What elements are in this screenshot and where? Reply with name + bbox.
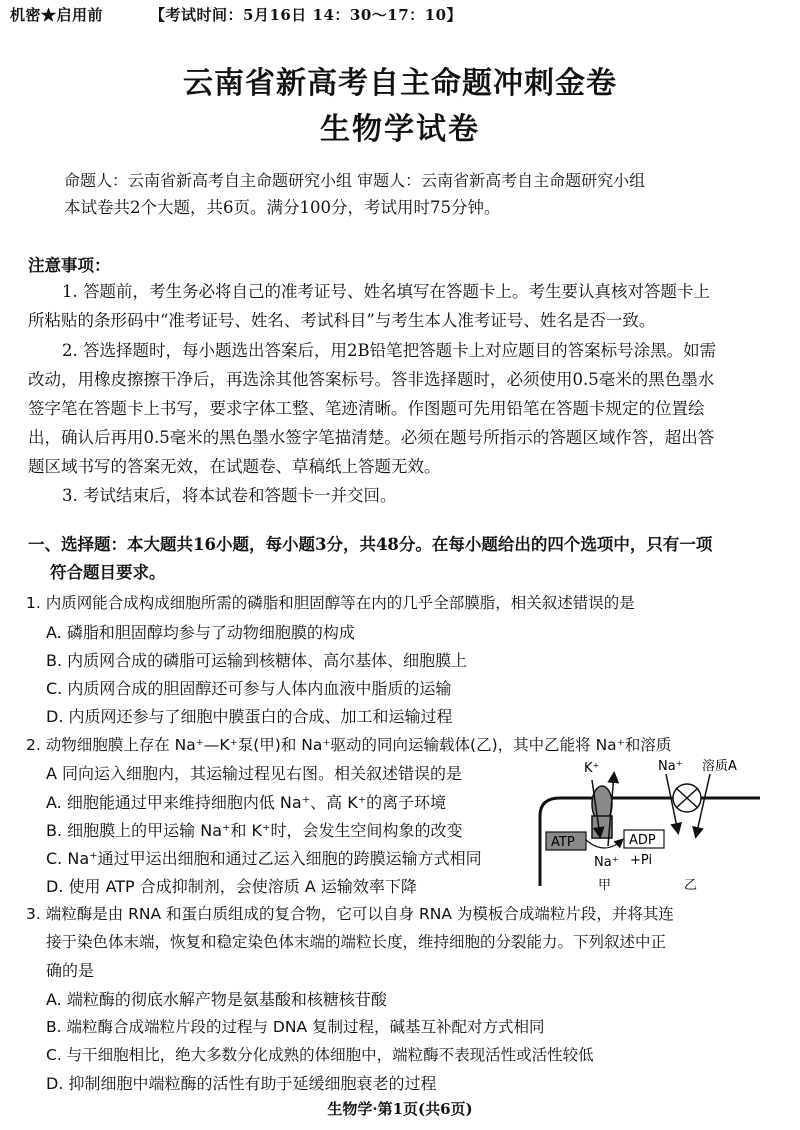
section-heading-cont: 符合题目要求。 [50,563,166,582]
notice-line: 改动，用橡皮擦擦干净后，再选涂其他答案标号。答非选择题时，必须使用0.5毫米的黑色墨水 [28,370,715,389]
notice-heading: 注意事项： [28,256,111,275]
question-3-stem: 3. 端粒酶是由 RNA 和蛋白质组成的复合物，它可以自身 RNA 为模板合成端粒片段，并将其连 [26,905,674,923]
solute-label: 溶质A [702,759,737,774]
question-2-option-a: A. 细胞能通过甲来维持细胞内低 Na⁺、高 K⁺的离子环境 [46,793,447,812]
question-1-option-d: D. 内质网还参与了细胞中膜蛋白的合成、加工和运输过程 [46,707,453,726]
authors-line: 命题人：云南省新高考自主命题研究小组 审题人：云南省新高考自主命题研究小组 [64,171,646,190]
page-footer: 生物学·第1页(共6页) [327,1100,473,1118]
atp-label: ATP [551,835,575,850]
confidential-label: 机密★启用前 [10,6,104,24]
notice-line: 2. 答选择题时，每小题选出答案后，用2B铅笔把答题卡上对应题目的答案标号涂黑。如需 [62,341,717,360]
notice-line: 出，确认后再用0.5毫米的黑色墨水签字笔描清楚。必须在题号所指示的答题区域作答，超出答 [28,428,715,447]
membrane-transport-figure [530,756,780,896]
question-3-option-d: D. 抑制细胞中端粒酶的活性有助于延缓细胞衰老的过程 [46,1074,437,1093]
yi-label: 乙 [684,878,698,893]
k-label: K⁺ [584,761,600,776]
question-3-option-b: B. 端粒酶合成端粒片段的过程与 DNA 复制过程，碱基互补配对方式相同 [46,1018,545,1036]
adp-label: ADP [629,833,656,848]
question-2-stem: 2. 动物细胞膜上存在 Na⁺—K⁺泵(甲)和 Na⁺驱动的同向运输载体(乙)，其中乙能将 Na⁺和溶质 [26,736,672,754]
question-2-stem-cont: A 同向运入细胞内，其运输过程见右图。相关叙述错误的是 [46,764,463,783]
notice-line: 签字笔在答题卡上书写，要求字体工整、笔迹清晰。作图题可先用铅笔在答题卡规定的位置绘 [28,399,705,418]
question-3-option-c: C. 与干细胞相比，绝大多数分化成熟的体细胞中，端粒酶不表现活性或活性较低 [46,1046,594,1064]
exam-subtitle: 生物学试卷 [320,112,480,147]
na-top-label: Na⁺ [658,759,683,774]
jia-label: 甲 [598,878,612,893]
question-2-option-b: B. 细胞膜上的甲运输 Na⁺和 K⁺时，会发生空间构象的改变 [46,821,463,840]
notice-line: 所粘贴的条形码中“准考证号、姓名、考试科目”与考生本人准考证号、姓名是否一致。 [28,311,656,330]
question-3-option-a: A. 端粒酶的彻底水解产物是氨基酸和核糖核苷酸 [46,990,387,1009]
question-2-option-d: D. 使用 ATP 合成抑制剂，会使溶质 A 运输效率下降 [46,877,417,896]
question-3-stem-end: 确的是 [46,961,95,980]
notice-line: 3. 考试结束后，将本试卷和答题卡一并交回。 [62,486,397,505]
exam-time: 【考试时间：5月16日 14：30～17：10】 [150,6,463,24]
section-heading: 一、选择题：本大题共16小题，每小题3分，共48分。在每小题给出的四个选项中，只有一项 [28,535,713,554]
question-1-option-b: B. 内质网合成的磷脂可运输到核糖体、高尔基体、细胞膜上 [46,651,468,670]
question-1-option-a: A. 磷脂和胆固醇均参与了动物细胞膜的构成 [46,623,355,642]
exam-info: 本试卷共2个大题，共6页。满分100分，考试用时75分钟。 [64,198,501,217]
notice-line: 题区域书写的答案无效，在试题卷、草稿纸上答题无效。 [28,457,441,476]
notice-line: 1. 答题前，考生务必将自己的准考证号、姓名填写在答题卡上。考生要认真核对答题卡上 [62,282,710,301]
exam-title: 云南省新高考自主命题冲刺金卷 [183,66,617,101]
question-2-option-c: C. Na⁺通过甲运出细胞和通过乙运入细胞的跨膜运输方式相同 [46,849,482,868]
question-1-option-c: C. 内质网合成的胆固醇还可参与人体内血液中脂质的运输 [46,679,452,698]
na-bottom-label: Na⁺ [594,855,619,870]
question-1-stem: 1. 内质网能合成构成细胞所需的磷脂和胆固醇等在内的几乎全部膜脂，相关叙述错误的是 [26,594,635,612]
question-3-stem-cont: 接于染色体末端，恢复和稳定染色体末端的端粒长度，维持细胞的分裂能力。下列叙述中正 [46,933,667,951]
pi-label: +Pi [630,853,653,868]
